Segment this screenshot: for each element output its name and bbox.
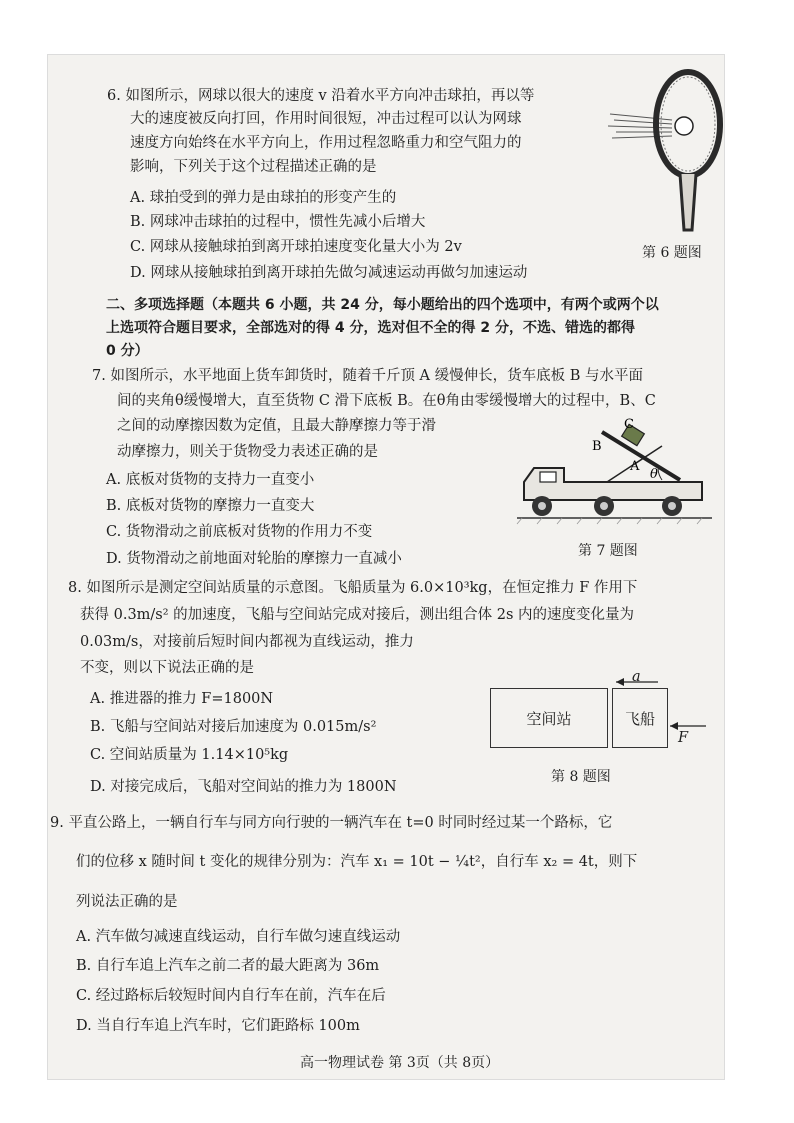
label-force: F — [678, 730, 689, 746]
label-theta: θ — [650, 467, 658, 482]
q7-line1: 7. 如图所示，水平地面上货车卸货时，随着千斤顶 A 缓慢伸长，货车底板 B 与水平面 — [92, 368, 644, 384]
q8-option-c: C. 空间站质量为 1.14×10⁵kg — [90, 747, 289, 763]
q7-option-a: A. 底板对货物的支持力一直变小 — [106, 472, 315, 488]
force-arrows — [600, 670, 710, 750]
racket-handle — [680, 174, 696, 230]
section2-heading-line1: 二、多项选择题（本题共 6 小题，共 24 分，每小题给出的四个选项中，有两个或两个以 — [106, 297, 659, 313]
label-a: A — [630, 459, 640, 474]
section2-heading-line2: 上选项符合题目要求，全部选对的得 4 分，选对但不全的得 2 分，不选、错选的都得 — [106, 320, 635, 336]
q8-line2: 获得 0.3m/s² 的加速度，飞船与空间站完成对接后，测出组合体 2s 内的速度变化量为 — [80, 607, 635, 623]
label-c: C — [624, 417, 634, 432]
label-b: B — [592, 439, 602, 454]
q7-option-b: B. 底板对货物的摩擦力一直变大 — [106, 498, 315, 514]
q6-line4: 影响，下列关于这个过程描述正确的是 — [130, 159, 377, 175]
q9-line3: 列说法正确的是 — [76, 894, 178, 910]
q6-option-c: C. 网球从接触球拍到离开球拍速度变化量大小为 2v — [130, 239, 462, 255]
q6-option-b: B. 网球冲击球拍的过程中，惯性先减小后增大 — [130, 214, 426, 230]
q6-figure-caption: 第 6 题图 — [642, 245, 702, 261]
q7-line3: 之间的动摩擦因数为定值，且最大静摩擦力等于滑 — [117, 418, 436, 434]
q8-line4: 不变，则以下说法正确的是 — [80, 660, 254, 676]
front-wheel-hub — [538, 502, 546, 510]
rear-wheel-hub — [668, 502, 676, 510]
q7-line4: 动摩擦力，则关于货物受力表述正确的是 — [117, 444, 378, 460]
q6-option-a: A. 球拍受到的弹力是由球拍的形变产生的 — [130, 190, 397, 206]
q9-line2: 们的位移 x 随时间 t 变化的规律分别为：汽车 x₁ = 10t − ¼t²，自行车 x₂ = 4t，则下 — [76, 854, 638, 870]
motion-lines — [608, 114, 672, 138]
page-footer: 高一物理试卷 第 3页（共 8页） — [300, 1055, 500, 1071]
section2-heading-line3: 0 分） — [106, 343, 149, 359]
truck-figure — [512, 417, 712, 525]
q9-line1: 9. 平直公路上，一辆自行车与同方向行驶的一辆汽车在 t=0 时同时经过某一个路标，它 — [50, 815, 613, 831]
spaceship-box: 飞船 — [612, 688, 668, 748]
q8-line1: 8. 如图所示是测定空间站质量的示意图。飞船质量为 6.0×10³kg，在恒定推力 F 作用下 — [68, 580, 638, 596]
q8-option-a: A. 推进器的推力 F=1800N — [90, 691, 274, 707]
q7-figure-caption: 第 7 题图 — [578, 543, 638, 559]
ground-hatch — [517, 518, 702, 524]
q8-line3: 0.03m/s，对接前后短时间内都视为直线运动，推力 — [80, 634, 414, 650]
q9-option-b: B. 自行车追上汽车之前二者的最大距离为 36m — [76, 958, 380, 974]
q6-line2: 大的速度被反向打回，作用时间很短，冲击过程可以认为网球 — [130, 111, 522, 127]
q7-option-c: C. 货物滑动之前底板对货物的作用力不变 — [106, 524, 373, 540]
force-arrowhead — [670, 722, 678, 730]
space-station-box: 空间站 — [490, 688, 608, 748]
tennis-racket-figure — [600, 62, 710, 232]
q8-option-d: D. 对接完成后，飞船对空间站的推力为 1800N — [90, 779, 397, 795]
q8-option-b: B. 飞船与空间站对接后加速度为 0.015m/s² — [90, 719, 377, 735]
label-acceleration: a — [632, 669, 641, 685]
middle-wheel-hub — [600, 502, 608, 510]
truck-window — [540, 472, 556, 482]
q7-line2: 间的夹角θ缓慢增大，直至货物 C 滑下底板 B。在θ角由零缓慢增大的过程中，B、C — [117, 393, 656, 409]
q8-figure-caption: 第 8 题图 — [551, 769, 611, 785]
q9-option-d: D. 当自行车追上汽车时，它们距路标 100m — [76, 1018, 360, 1034]
tennis-ball — [675, 117, 693, 135]
q9-option-a: A. 汽车做匀减速直线运动，自行车做匀速直线运动 — [76, 929, 401, 945]
q6-line1: 6. 如图所示，网球以很大的速度 v 沿着水平方向冲击球拍，再以等 — [107, 88, 535, 104]
acceleration-arrowhead — [616, 678, 624, 686]
q6-line3: 速度方向始终在水平方向上，作用过程忽略重力和空气阻力的 — [130, 135, 522, 151]
q7-option-d: D. 货物滑动之前地面对轮胎的摩擦力一直减小 — [106, 551, 402, 567]
q9-option-c: C. 经过路标后较短时间内自行车在前，汽车在后 — [76, 988, 386, 1004]
q6-option-d: D. 网球从接触球拍到离开球拍先做匀减速运动再做匀加速运动 — [130, 265, 528, 281]
